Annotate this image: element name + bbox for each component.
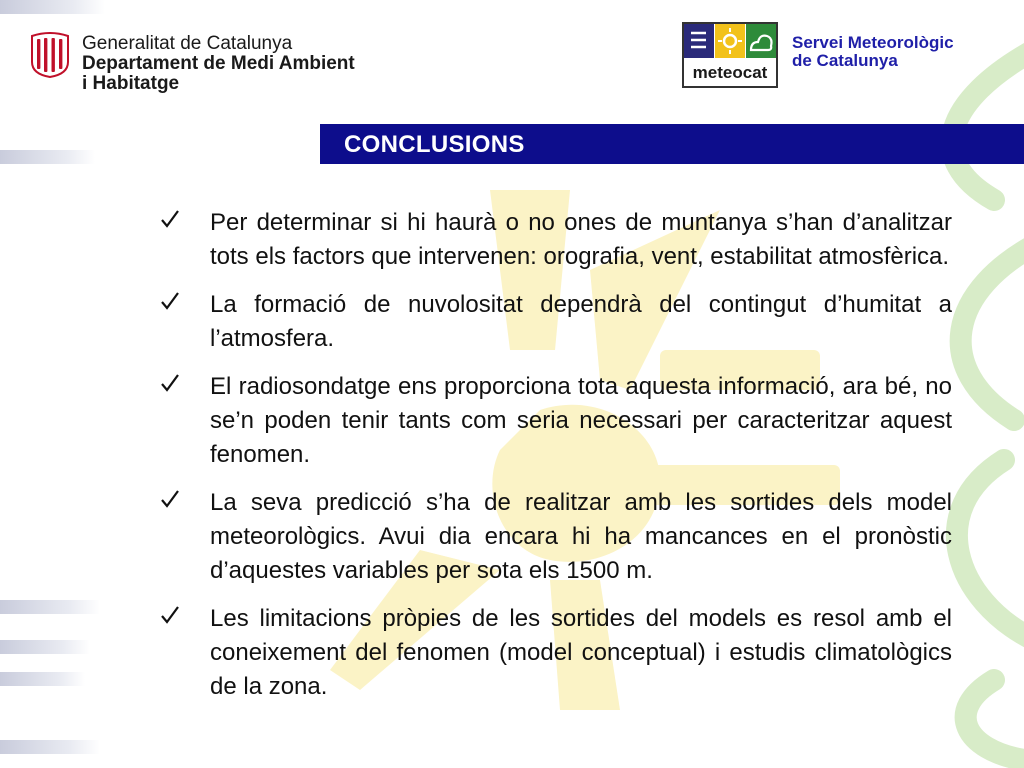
check-icon <box>160 605 180 625</box>
list-item <box>160 206 952 274</box>
list-item <box>160 486 952 588</box>
check-icon <box>160 291 180 311</box>
gencat-emblem-icon <box>30 32 70 78</box>
check-icon <box>160 489 180 509</box>
organization-name <box>82 34 355 94</box>
service-line-1: Servei Meteorològic <box>792 33 954 52</box>
bullet-text: El radiosondatge ens proporciona tota aquesta informació, ara bé, no se’n poden tenir tants com seria necessari per caracteritzar aquest fenomen. <box>210 373 952 468</box>
bullet-text: La formació de nuvolositat dependrà del contingut d’humitat a l’atmosfera. <box>210 291 952 352</box>
bullet-text: Per determinar si hi haurà o no ones de muntanya s’han d’analitzar tots els factors que intervenen: orografia, vent, estabilitat atmosfèrica. <box>210 209 952 270</box>
service-line-2: de Catalunya <box>792 51 898 70</box>
bullet-text: Les limitacions pròpies de les sortides del models es resol amb el coneixement del fenomen (model conceptual) i estudis climatològics de la zona. <box>210 605 952 700</box>
check-icon <box>160 373 180 393</box>
org-line-1: Generalitat de Catalunya <box>82 33 293 54</box>
list-item <box>160 602 952 704</box>
bullet-text: La seva predicció s’ha de realitzar amb les sortides dels model meteorològics. Avui dia encara hi ha mancances en el pronòstic d’aquestes variables per sota els 1500 m. <box>210 489 952 584</box>
org-line-3: i Habitatge <box>82 73 180 94</box>
conclusions-list <box>160 206 952 718</box>
check-icon <box>160 209 180 229</box>
service-name <box>792 34 954 70</box>
meteocat-wordmark: meteocat <box>692 63 768 82</box>
list-item <box>160 370 952 472</box>
title-banner <box>320 124 1024 164</box>
list-item <box>160 288 952 356</box>
meteocat-logo-icon <box>682 22 778 88</box>
org-line-2: Departament de Medi Ambient <box>82 53 355 74</box>
left-stripes-decoration <box>0 0 130 768</box>
slide-title: CONCLUSIONS <box>344 131 525 158</box>
weather-symbols-icon <box>684 24 776 62</box>
